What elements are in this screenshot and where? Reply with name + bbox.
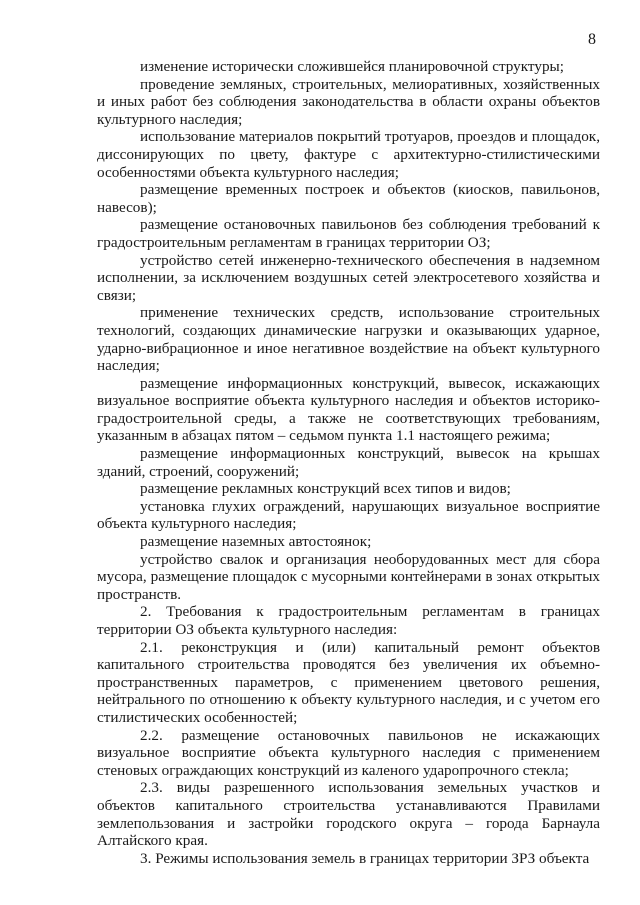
paragraph-14: 2. Требования к градостроительным регламентам в границах территории ОЗ объекта культурного наследия: xyxy=(97,603,600,638)
paragraph-15: 2.1. реконструкция и (или) капитальный ремонт объектов капитального строительства проводятся без увеличения их объемно-пространственных параметров, с применением цветового решения, нейтрального по отношению к объекту культурного наследия, и с учетом его стилистических особенностей; xyxy=(97,638,600,726)
paragraph-1: изменение исторически сложившейся планировочной структуры; xyxy=(140,58,564,75)
paragraph-17: 2.3. виды разрешенного использования земельных участков и объектов капитального строительства устанавливаются Правилами землепользования и застройки городского округа – города Барнаула Алтайского края. xyxy=(97,779,600,850)
paragraph-8: размещение информационных конструкций, вывесок, искажающих визуальное восприятие объекта культурного наследия и объектов историко-градостроительной среды, а также не соответствующих требованиям, указанным в абзацах пятом – седьмом пункта 1.1 настоящего режима; xyxy=(97,374,600,445)
page-number: 8 xyxy=(588,31,596,48)
paragraph-9: размещение информационных конструкций, вывесок на крышах зданий, строений, сооружений; xyxy=(97,445,600,480)
paragraph-3: использование материалов покрытий тротуаров, проездов и площадок, диссонирующих по цвету, фактуре с архитектурно-стилистическими особенностями объекта культурного наследия; xyxy=(97,128,600,181)
paragraph-18: 3. Режимы использования земель в границах территории ЗРЗ объекта xyxy=(140,849,590,867)
paragraph-2: проведение земляных, строительных, мелиоративных, хозяйственных и иных работ без соблюдения законодательства в области охраны объектов культурного наследия; xyxy=(97,75,600,128)
document-body xyxy=(97,58,600,867)
paragraph-16: 2.2. размещение остановочных павильонов не искажающих визуальное восприятие объекта культурного наследия с применением стеновых ограждающих конструкций из каленого ударопрочного стекла; xyxy=(97,726,600,779)
paragraph-10: размещение рекламных конструкций всех типов и видов; xyxy=(140,480,511,498)
paragraph-4: размещение временных построек и объектов (киосков, павильонов, навесов); xyxy=(97,181,600,216)
paragraph-6: устройство сетей инженерно-технического обеспечения в надземном исполнении, за исключением воздушных сетей электросетевого хозяйства и связи; xyxy=(97,251,600,304)
paragraph-13: устройство свалок и организация необорудованных мест для сбора мусора, размещение площадок с мусорными контейнерами в зонах открытых пространств. xyxy=(97,550,600,603)
paragraph-11: установка глухих ограждений, нарушающих визуальное восприятие объекта культурного наследия; xyxy=(97,497,600,533)
paragraph-7: применение технических средств, использование строительных технологий, создающих динамические нагрузки и оказывающих ударное, ударно-вибрационное и иное негативное воздействие на объект культурного наследия; xyxy=(97,304,600,375)
paragraph-5: размещение остановочных павильонов без соблюдения требований к градостроительным регламентам в границах территории ОЗ; xyxy=(97,216,600,251)
paragraph-12: размещение наземных автостоянок; xyxy=(140,533,372,551)
